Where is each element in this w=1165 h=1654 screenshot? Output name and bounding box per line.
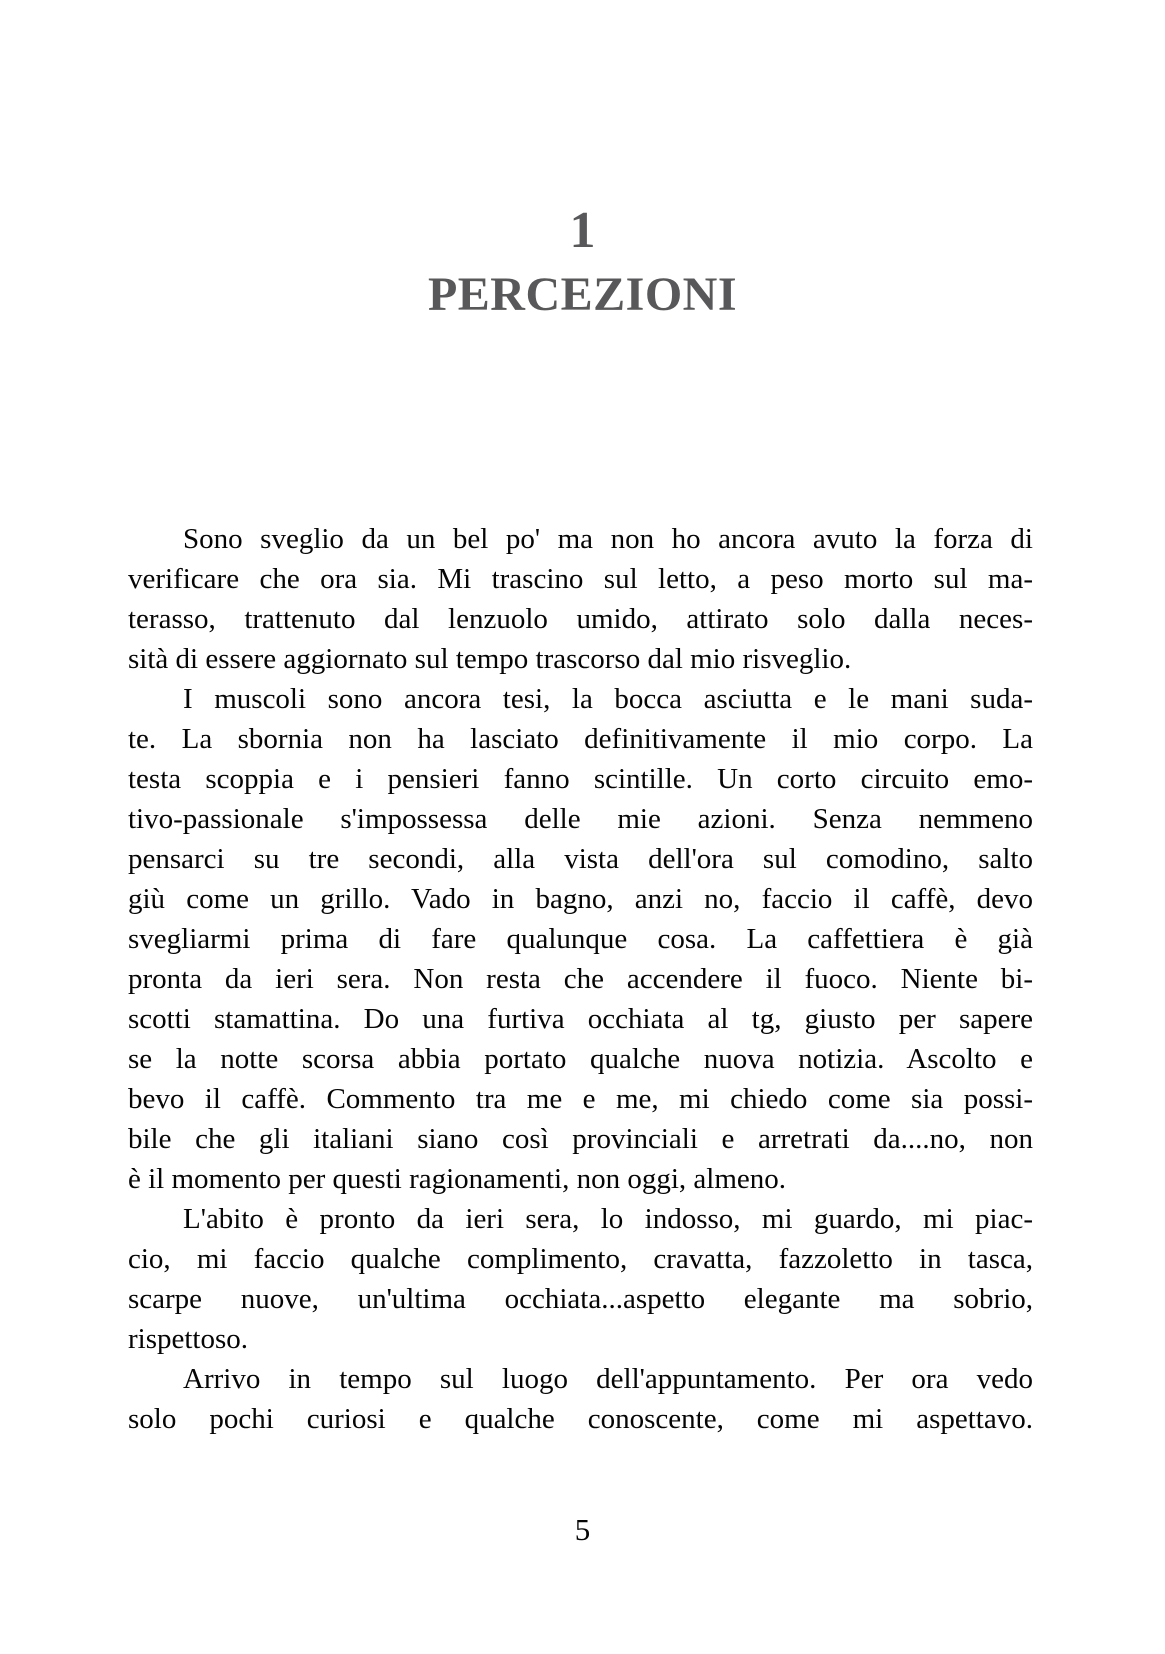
- chapter-number: 1: [569, 202, 596, 259]
- text-line: tivo-passionale s'impossessa delle mie azioni. Senza nemmeno: [128, 803, 1033, 835]
- text-line: scotti stamattina. Do una furtiva occhiata al tg, giusto per sapere: [128, 1003, 1033, 1035]
- text-line: I muscoli sono ancora tesi, la bocca asciutta e le mani suda-: [183, 683, 1033, 715]
- text-line: è il momento per questi ragionamenti, non oggi, almeno.: [128, 1163, 786, 1195]
- chapter-heading: [0, 202, 1165, 321]
- paragraph: [128, 519, 1033, 679]
- text-line: bevo il caffè. Commento tra me e me, mi chiedo come sia possi-: [128, 1083, 1033, 1115]
- text-line: terasso, trattenuto dal lenzuolo umido, attirato solo dalla neces-: [128, 603, 1033, 635]
- text-line: verificare che ora sia. Mi trascino sul letto, a peso morto sul ma-: [128, 563, 1033, 595]
- text-line: Arrivo in tempo sul luogo dell'appuntamento. Per ora vedo: [183, 1363, 1033, 1395]
- text-line: rispettoso.: [128, 1323, 249, 1355]
- body-text: [128, 519, 1033, 1439]
- text-line: sità di essere aggiornato sul tempo trascorso dal mio risveglio.: [128, 643, 852, 675]
- text-line: pensarci su tre secondi, alla vista dell'ora sul comodino, salto: [128, 843, 1033, 875]
- text-line: scarpe nuove, un'ultima occhiata...aspetto elegante ma sobrio,: [128, 1283, 1033, 1315]
- paragraph: [128, 1199, 1033, 1359]
- text-line: Sono sveglio da un bel po' ma non ho ancora avuto la forza di: [183, 523, 1033, 555]
- text-line: solo pochi curiosi e qualche conoscente, come mi aspettavo.: [128, 1403, 1033, 1435]
- chapter-title: PERCEZIONI: [427, 268, 738, 321]
- text-line: se la notte scorsa abbia portato qualche nuova notizia. Ascolto e: [128, 1043, 1033, 1075]
- text-line: bile che gli italiani siano così provinciali e arretrati da....no, non: [128, 1123, 1033, 1155]
- text-line: svegliarmi prima di fare qualunque cosa. La caffettiera è già: [128, 923, 1033, 955]
- text-line: L'abito è pronto da ieri sera, lo indosso, mi guardo, mi piac-: [183, 1203, 1033, 1235]
- text-line: pronta da ieri sera. Non resta che accendere il fuoco. Niente bi-: [128, 963, 1033, 995]
- paragraph: [128, 1359, 1033, 1439]
- text-line: te. La sbornia non ha lasciato definitivamente il mio corpo. La: [128, 723, 1033, 755]
- page-number: 5: [574, 1512, 591, 1547]
- text-line: testa scoppia e i pensieri fanno scintille. Un corto circuito emo-: [128, 763, 1033, 795]
- text-line: giù come un grillo. Vado in bagno, anzi no, faccio il caffè, devo: [128, 883, 1033, 915]
- paragraph: [128, 679, 1033, 1199]
- text-line: cio, mi faccio qualche complimento, cravatta, fazzoletto in tasca,: [128, 1243, 1033, 1275]
